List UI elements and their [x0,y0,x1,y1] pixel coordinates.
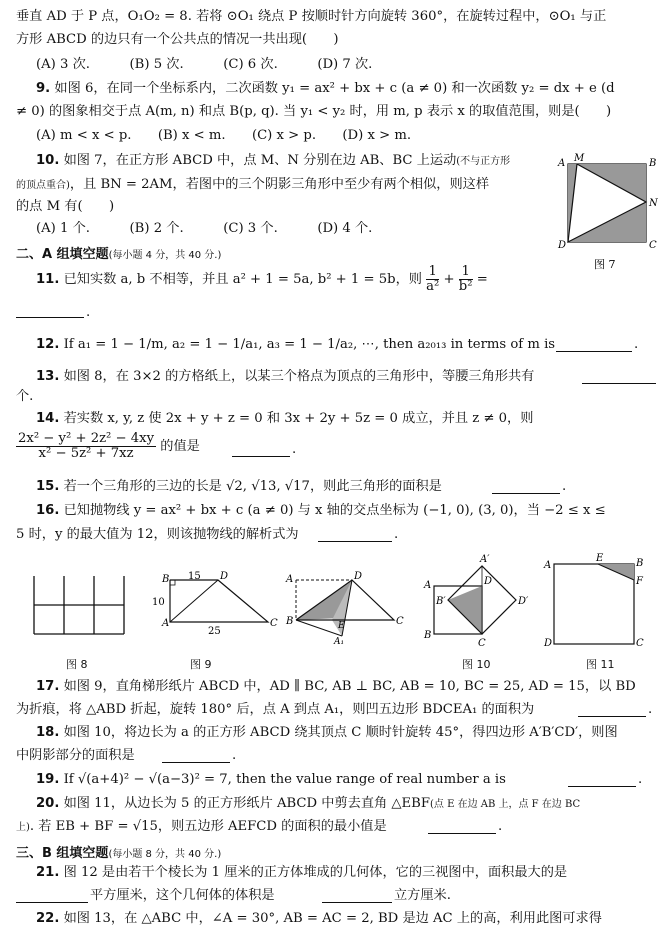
fig10-caption: 图 10 [462,658,491,671]
svg-text:B: B [424,630,432,641]
section-b-header [16,842,221,861]
q21-answer-blank-2[interactable] [322,901,392,903]
fig11-square [554,564,634,644]
q20-line2 [16,818,387,837]
q22-number: 22. [36,911,60,926]
q18-number: 18. [36,725,60,740]
fig9-trapezoid [170,580,268,622]
figure-9-folded [282,570,407,650]
figure-8 [30,572,130,642]
q21-line2b: 立方厘米. [394,888,451,903]
q14-answer-blank[interactable] [232,455,290,457]
q18-line1 [36,724,618,742]
q20-note1: (点 E 在边 AB 上，点 F 在边 BC [430,799,581,810]
q11-answer-blank[interactable] [16,316,84,318]
q20-number: 20. [36,796,60,811]
q14-number: 14. [36,411,60,426]
q15-text: 若一个三角形的三边的长是 √2, √13, √17，则此三角形的面积是 [63,479,442,494]
q16-answer-blank[interactable] [318,540,392,542]
q14-line2 [16,432,200,461]
q9-line2: ≠ 0) 的图象相交于点 A(m, n) 和点 B(p, q). 当 y₁ < y₂ 时，用 m, p 表示 x 的取值范围，则是( ) [16,104,612,119]
svg-text:B: B [636,558,644,569]
q22-line1 [36,910,602,928]
figure-10 [418,548,536,650]
fig9-caption: 图 9 [190,658,212,671]
fig8-grid [34,576,124,634]
q11-frac1: $\frac{1}{\text{a²}}$ [426,264,440,294]
q13-line2: 个. [16,389,34,404]
q14-line1 [36,410,533,428]
q11-frac2: $\frac{1}{\text{b²}}$ [458,264,473,294]
svg-text:B: B [162,574,170,585]
q12-line [36,336,555,354]
q18-answer-blank[interactable] [162,761,230,763]
svg-text:A: A [162,618,170,629]
section-b-note: (每小题 8 分，共 40 分.) [108,849,222,860]
q17-number: 17. [36,679,60,694]
q10-number: 10. [36,153,60,168]
q19-text: If √(a+4)² − √(a−3)² = 7, then the value range of real number a is [63,772,506,787]
section-b-title: 三、B 组填空题 [16,846,109,861]
fig7-label-N: N [649,198,658,209]
svg-text:E: E [338,621,345,631]
svg-text:D: D [484,576,493,587]
q10-line3: 的点 M 有( ) [16,199,115,214]
svg-text:D: D [354,571,363,582]
q10-note2: 的顶点重合) [16,180,70,191]
q8-options: (A) 3 次. (B) 5 次. (C) 6 次. (D) 7 次. [36,57,373,72]
svg-text:A′: A′ [480,554,490,565]
svg-text:D: D [544,638,553,648]
q20-line1 [36,795,580,814]
svg-text:A₁: A₁ [334,637,345,647]
svg-text:C: C [270,618,278,629]
fig7-label-M: M [574,153,585,164]
section-a-header [16,243,221,262]
q19-number: 19. [36,772,60,787]
svg-text:B′: B′ [436,596,446,607]
fig7-label-C: C [649,240,657,251]
q22-text1: 如图 13，在 △ABC 中，∠A = 30°, AB = AC = 2, BD 是边 AC 上的高，利用此图可求得 [63,911,602,926]
q20-text2: . 若 EB + BF = √15，则五边形 AEFCD 的面积的最小值是 [29,819,387,834]
svg-text:C: C [478,638,486,649]
q10-text2: ，且 BN = 2AM，若图中的三个阴影三角形中至少有两个相似，则这样 [69,177,490,192]
q18-line2: 中阴影部分的面积是 [16,748,135,763]
q12-text: If a₁ = 1 − 1/m, a₂ = 1 − 1/a₁, a₃ = 1 − 1/a₂, ⋯, then a₂₀₁₃ in terms of m is [63,337,556,352]
svg-text:D: D [220,571,229,582]
q10-line2 [16,176,489,195]
q16-line1 [36,502,606,520]
section-a-title: 二、A 组填空题 [16,247,109,262]
q10-note1: (不与正方形 [456,156,511,167]
section-a-note: (每小题 4 分，共 40 分.) [108,250,222,261]
q15-number: 15. [36,479,60,494]
q21-number: 21. [36,865,60,880]
fig9-label-bottom: 25 [208,626,221,637]
q17-text1: 如图 9，直角梯形纸片 ABCD 中，AD ∥ BC, AB ⊥ BC, AB = 10, BC = 25, AD = 15，以 BD [63,679,636,694]
q13-number: 13. [36,369,60,384]
q17-answer-blank[interactable] [578,715,646,717]
q9-line1 [36,80,615,98]
q9-text1: 如图 6，在同一个坐标系内，二次函数 y₁ = ax² + bx + c (a ≠ 0) 和一次函数 y₂ = dx + e (d [54,81,615,96]
q21-line2a: 平方厘米，这个几何体的体积是 [90,888,275,903]
svg-text:A: A [424,580,432,591]
fig7-caption: 图 7 [594,258,616,271]
figure-11 [540,552,650,648]
q19-line [36,771,506,789]
q13-answer-blank[interactable] [582,382,656,384]
svg-text:D′: D′ [518,596,529,607]
q14-text: 若实数 x, y, z 使 2x + y + z = 0 和 3x + 2y + 5z = 0 成立，并且 z ≠ 0，则 [63,411,534,426]
q14-tail: 的值是 [160,439,200,454]
q10-line1 [36,152,510,171]
svg-text:C: C [396,616,404,627]
q16-number: 16. [36,503,60,518]
q12-number: 12. [36,337,60,352]
q8-line2: 方形 ABCD 的边只有一个公共点的情况一共出现( ) [16,32,339,47]
q9-number: 9. [36,81,51,96]
q12-answer-blank[interactable] [556,350,632,352]
svg-text:F: F [636,576,643,587]
q11-text: 已知实数 a, b 不相等，并且 a² + 1 = 5a, b² + 1 = 5b，则 [63,272,422,287]
svg-text:E: E [596,553,604,564]
fig9-label-side: 10 [152,597,165,608]
q9-options: (A) m < x < p. (B) x < m. (C) x > p. (D) x > m. [36,128,412,143]
q13-text: 如图 8，在 3×2 的方格纸上，以某三个格点为顶点的三角形中，等腰三角形共有 [63,369,535,384]
fig11-caption: 图 11 [586,658,615,671]
svg-text:B: B [286,616,294,627]
q21-text1: 图 12 是由若干个棱长为 1 厘米的正方体堆成的几何体，它的三视图中，面积最大的是 [63,865,568,880]
q17-line2: 为折痕，将 △ABD 折起，旋转 180° 后，点 A 到点 A₁，则凹五边形 BDCEA₁ 的面积为 [16,702,535,717]
fig9-label-top: 15 [188,571,201,582]
q16-text1: 已知抛物线 y = ax² + bx + c (a ≠ 0) 与 x 轴的交点坐标为 (−1, 0), (3, 0)，当 −2 ≤ x ≤ [63,503,606,518]
q21-answer-blank-1[interactable] [16,901,88,903]
fig8-caption: 图 8 [66,658,88,671]
q20-note2: 上) [16,822,30,833]
q11-number: 11. [36,272,60,287]
q15-line [36,478,442,496]
fig7-label-B: B [649,158,657,169]
q17-line1 [36,678,636,696]
q13-line1 [36,368,534,386]
figure-7 [556,152,662,272]
svg-text:A: A [544,560,552,571]
q10-text1: 如图 7，在正方形 ABCD 中，点 M、N 分别在边 AB、BC 上运动 [63,153,457,168]
q20-text1: 如图 11，从边长为 5 的正方形纸片 ABCD 中剪去直角 △EBF [63,796,431,811]
svg-text:A: A [286,574,294,585]
figure-9 [150,570,285,650]
q14-fraction: $\frac{\text{2x² − y² + 2z² − 4xy}}{\text{x² − 5z² + 7xz}}$ [18,431,155,461]
q18-text1: 如图 10，将边长为 a 的正方形 ABCD 绕其顶点 C 顺时针旋转 45°，得四边形 A′B′CD′，则图 [63,725,618,740]
q21-line1 [36,864,567,882]
q10-options: (A) 1 个. (B) 2 个. (C) 3 个. (D) 4 个. [36,221,373,236]
q20-answer-blank[interactable] [428,832,496,834]
fig7-label-D: D [558,240,567,251]
q11-line: 11. 已知实数 a, b 不相等，并且 a² + 1 = 5a, b² + 1 = 5b，则 $\frac{1}{\text{a²}}$ + $\frac{1}{\text{b²}}$ = [36,264,488,294]
fig7-label-A: A [558,158,566,169]
q19-answer-blank[interactable] [568,785,636,787]
q16-line2: 5 时，y 的最大值为 12，则该抛物线的解析式为 [16,527,299,542]
q8-line1: 垂直 AD 于 P 点，O₁O₂ = 8. 若将 ⊙O₁ 绕点 P 按顺时针方向旋转 360°，在旋转过程中，⊙O₁ 与正 [16,9,607,24]
svg-text:C: C [636,638,644,648]
q15-answer-blank[interactable] [492,492,560,494]
